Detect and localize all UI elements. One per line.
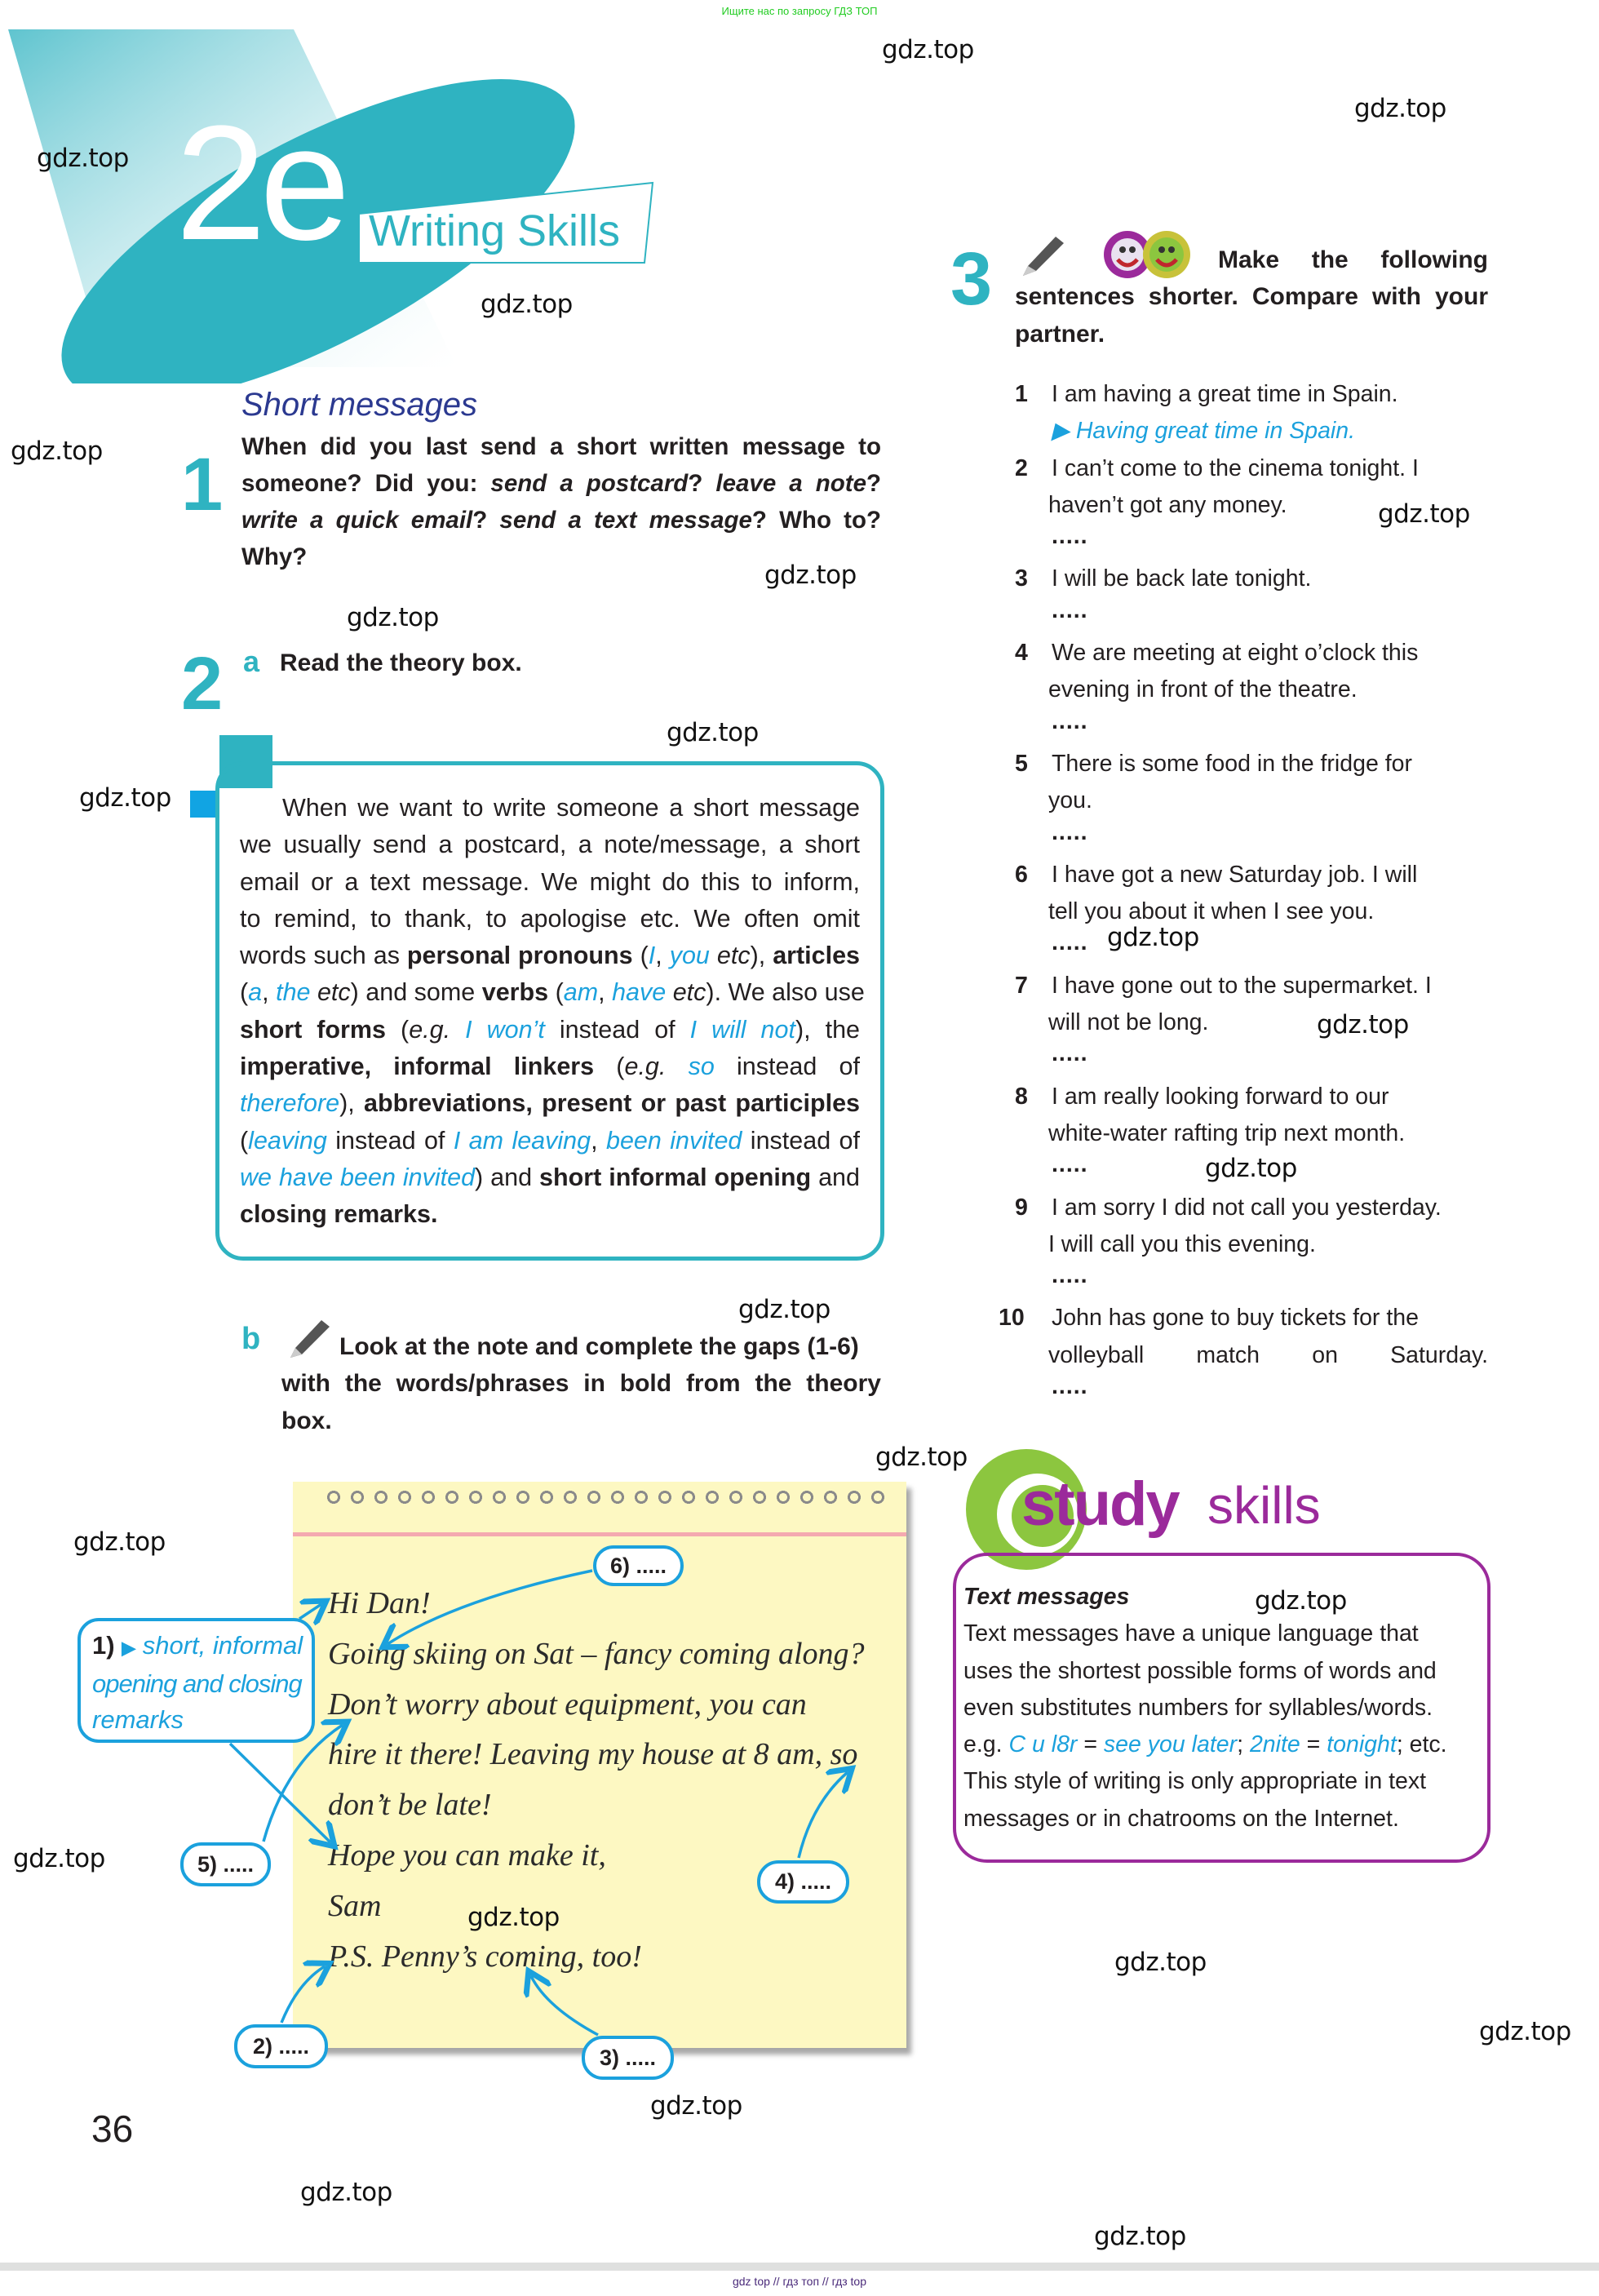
note-line: don’t be late! <box>328 1788 492 1823</box>
item-sentence: I have got a new Saturday job. I will <box>1052 861 1418 888</box>
example-text: you <box>669 942 710 970</box>
note-line: hire it there! Leaving my house at 8 am, so <box>328 1737 858 1772</box>
answer-gap[interactable]: ..... <box>1052 596 1088 623</box>
text-segment: ) and some <box>350 978 482 1007</box>
item-sentence: I can’t come to the cinema tonight. I <box>1052 454 1419 481</box>
callout-1-answer: short, informal <box>142 1631 303 1660</box>
text-segment: messages or in chatrooms on the Internet. <box>963 1805 1399 1832</box>
note-line: Going skiing on Sat – fancy coming along? <box>328 1636 865 1671</box>
text-segment: write a quick email <box>241 507 473 534</box>
watermark: gdz.top <box>37 144 129 173</box>
key-term: abbreviations, present or past participles <box>364 1089 860 1118</box>
key-term: verbs <box>481 978 549 1007</box>
arrow-2 <box>281 1966 325 2023</box>
instruction-line: partner. <box>1015 320 1105 348</box>
answer-gap[interactable]: ..... <box>1052 707 1088 734</box>
text-segment: ), <box>750 942 773 970</box>
text-line <box>963 1763 1447 1800</box>
instruction-line: with the words/phrases in bold from the theory <box>281 1370 881 1398</box>
watermark: gdz.top <box>300 2178 392 2207</box>
example-text: a <box>248 978 263 1007</box>
watermark: gdz.top <box>1479 2017 1571 2046</box>
watermark: gdz.top <box>875 1443 968 1472</box>
example-text: I will not <box>689 1015 795 1044</box>
text-segment: send a text message <box>499 507 752 534</box>
text-segment: , <box>262 978 277 1007</box>
example-text: 2nite <box>1249 1731 1300 1758</box>
text-line <box>963 1801 1447 1837</box>
item-number: 1 <box>1015 381 1028 407</box>
arrow-6 <box>388 1571 592 1644</box>
text-segment: ; <box>1237 1731 1250 1758</box>
example-text: so <box>688 1053 715 1081</box>
example-text: see you later <box>1103 1731 1238 1758</box>
text-segment: instead of <box>714 1053 860 1081</box>
exercise-3-items <box>999 376 1488 1411</box>
text-segment: email or a text message. We might do this to inform, <box>240 867 860 896</box>
text-segment: ), the <box>795 1015 861 1044</box>
exercise-item <box>1015 376 1488 450</box>
item-number: 10 <box>999 1305 1025 1332</box>
answer-arrow-icon: ▶ <box>1052 418 1076 445</box>
watermark: gdz.top <box>79 783 171 813</box>
example-text: the <box>276 978 311 1007</box>
text-segment: e.g. <box>624 1053 689 1081</box>
exercise-3-number: 3 <box>950 237 993 321</box>
watermark: gdz.top <box>1094 2222 1186 2251</box>
key-term: imperative, informal linkers <box>240 1053 595 1081</box>
watermark: gdz.top <box>1114 1948 1207 1977</box>
key-term: short informal opening <box>539 1163 812 1191</box>
exercise-item <box>1015 635 1488 746</box>
exercise-2a-letter: a <box>243 645 260 678</box>
text-segment: leave a note <box>715 470 866 497</box>
text-segment: ( <box>240 1126 249 1155</box>
text-segment: e.g. <box>963 1731 1009 1758</box>
note-line: Hi Dan! <box>328 1586 431 1620</box>
watermark: gdz.top <box>481 290 573 319</box>
arrow-1-closing <box>230 1744 330 1842</box>
item-sentence: There is some food in the fridge for <box>1052 750 1412 777</box>
top-search-hint: Ищите нас по запросу ГДЗ ТОП <box>721 5 878 17</box>
example-answer-text: Having great time in Spain. <box>1075 418 1356 445</box>
item-number: 6 <box>1015 861 1028 888</box>
item-sentence: white-water rafting trip next month. <box>1048 1119 1406 1146</box>
text-segment: = <box>1077 1731 1104 1758</box>
text-segment: ( <box>240 978 249 1007</box>
text-segment: ; etc. <box>1396 1731 1447 1758</box>
text-segment: ( <box>594 1053 625 1081</box>
watermark: gdz.top <box>1378 499 1470 529</box>
watermark: gdz.top <box>1255 1586 1347 1616</box>
item-number: 2 <box>1015 454 1028 481</box>
exercise-3-instruction <box>1015 242 1488 352</box>
example-text: tonight <box>1327 1731 1397 1758</box>
item-sentence: I will be back late tonight. <box>1052 565 1312 592</box>
watermark: gdz.top <box>1354 94 1446 123</box>
watermark: gdz.top <box>1205 1154 1297 1183</box>
text-segment: ). We also use <box>706 978 865 1007</box>
text-segment: ? <box>688 470 716 497</box>
text-segment: , <box>598 978 613 1007</box>
watermark: gdz.top <box>13 1844 105 1873</box>
exercise-item <box>1015 1190 1488 1301</box>
note-line: P.S. Penny’s coming, too! <box>328 1939 642 1974</box>
item-number: 3 <box>1015 565 1028 592</box>
watermark: gdz.top <box>467 1903 560 1932</box>
answer-gap[interactable]: ..... <box>1052 523 1088 550</box>
text-segment: ( <box>548 978 564 1007</box>
item-sentence: I will call you this evening. <box>1048 1230 1316 1257</box>
callout-2[interactable]: 2) ..... <box>234 2024 328 2068</box>
unit-number: 2e <box>175 92 344 274</box>
text-segment: ( <box>632 942 649 970</box>
text-line <box>963 1726 1447 1763</box>
text-segment: etc <box>310 978 351 1007</box>
text-segment: ? <box>472 507 500 534</box>
text-segment: send a postcard <box>490 470 689 497</box>
study-skills-heading: Text messages <box>963 1584 1130 1610</box>
example-text: have <box>612 978 667 1007</box>
example-text: therefore <box>240 1089 340 1118</box>
text-segment: instead of <box>544 1015 690 1044</box>
text-segment: ? Who to? <box>751 507 881 534</box>
instruction-line: Look at the note and complete the gaps (1-6) <box>339 1333 859 1360</box>
item-sentence: I have gone out to the supermarket. I <box>1052 972 1432 999</box>
text-segment: we usually send a postcard, a note/message, a short <box>240 831 860 859</box>
item-number: 9 <box>1015 1194 1028 1221</box>
watermark: gdz.top <box>882 35 974 64</box>
text-segment: etc <box>666 978 706 1007</box>
text-segment: Text messages have a unique language that <box>963 1620 1419 1647</box>
example-text: we have been invited <box>240 1163 476 1191</box>
instruction-line: box. <box>281 1407 332 1434</box>
callout-6[interactable]: 6) ..... <box>593 1545 684 1586</box>
text-line <box>963 1616 1447 1652</box>
text-segment: and <box>811 1163 860 1191</box>
watermark: gdz.top <box>738 1295 831 1324</box>
text-segment: = <box>1300 1731 1327 1758</box>
item-number: 4 <box>1015 640 1028 667</box>
watermark: gdz.top <box>667 718 759 747</box>
key-term: personal pronouns <box>406 942 633 970</box>
answer-gap[interactable]: ..... <box>1052 1151 1088 1178</box>
item-sentence: haven’t got any money. <box>1048 491 1287 518</box>
example-text: I won’t <box>465 1015 545 1044</box>
exercise-2-number: 2 <box>181 642 224 725</box>
callout-3[interactable]: 3) ..... <box>582 2036 674 2080</box>
callout-1-answer: remarks <box>92 1705 184 1734</box>
text-line <box>963 1690 1447 1726</box>
callout-1-label: 1) <box>92 1631 115 1660</box>
watermark: gdz.top <box>11 437 103 466</box>
watermark: gdz.top <box>347 603 439 632</box>
text-segment: etc <box>709 942 751 970</box>
answer-arrow-icon: ▶ <box>122 1638 136 1658</box>
section-title: Short messages <box>241 387 478 423</box>
example-text: C u l8r <box>1008 1731 1078 1758</box>
callout-1-answer: opening and closing <box>92 1669 302 1698</box>
text-segment: e.g. <box>409 1015 466 1044</box>
text-segment: uses the shortest possible forms of words and <box>963 1657 1437 1684</box>
exercise-item <box>1015 746 1488 857</box>
text-line <box>963 1653 1447 1690</box>
example-text: am <box>563 978 599 1007</box>
watermark: gdz.top <box>1107 923 1199 952</box>
text-segment: This style of writing is only appropriate in text <box>963 1768 1427 1795</box>
item-sentence: you. <box>1048 787 1092 814</box>
item-number: 8 <box>1015 1083 1028 1110</box>
text-segment: ), <box>339 1089 365 1118</box>
exercise-2b-letter: b <box>241 1322 261 1356</box>
callout-5[interactable]: 5) ..... <box>180 1842 271 1886</box>
text-segment: , <box>655 942 670 970</box>
text-segment: ? <box>866 470 882 497</box>
exercise-2a-instruction: Read the theory box. <box>280 649 522 676</box>
item-sentence: will not be long. <box>1048 1009 1209 1036</box>
exercise-1-number: 1 <box>181 443 224 526</box>
text-segment: , <box>591 1126 606 1155</box>
item-sentence: I am really looking forward to our <box>1052 1083 1389 1110</box>
answer-gap[interactable]: ..... <box>1052 1262 1088 1289</box>
text-segment: to remind, to thank, to apologise etc. We often omit <box>240 904 860 933</box>
note-line: Sam <box>328 1888 382 1923</box>
text-segment: words such as <box>240 942 407 970</box>
example-answer <box>1052 413 1488 450</box>
watermark: gdz.top <box>73 1527 166 1557</box>
key-term: closing remarks. <box>240 1200 438 1229</box>
study-skills-title-bold: study <box>1021 1469 1179 1539</box>
callout-4[interactable]: 4) ..... <box>757 1860 849 1904</box>
key-term: articles <box>773 942 861 970</box>
item-sentence: We are meeting at eight o’clock this <box>1052 640 1419 667</box>
text-segment: When we want to write someone a short message <box>282 794 860 822</box>
exercise-item <box>1015 857 1488 968</box>
text-segment: someone? Did you: <box>241 470 491 497</box>
study-skills-body <box>963 1616 1447 1837</box>
arrow-1-opening <box>299 1604 321 1619</box>
item-sentence: John has gone to buy tickets for the <box>1052 1305 1419 1332</box>
text-segment: ( <box>386 1015 410 1044</box>
answer-gap[interactable]: ..... <box>1052 1040 1088 1067</box>
text-segment: Why? <box>241 543 308 570</box>
study-skills-title-light: skills <box>1207 1476 1321 1535</box>
arrow-4 <box>799 1772 848 1858</box>
item-sentence: evening in front of the theatre. <box>1048 676 1358 703</box>
note-line: Don’t worry about equipment, you can <box>328 1687 807 1722</box>
watermark: gdz.top <box>764 561 857 590</box>
callout-1 <box>78 1618 315 1743</box>
item-number: 7 <box>1015 972 1028 999</box>
exercise-item <box>1015 561 1488 635</box>
text-segment: ) and <box>475 1163 540 1191</box>
example-text: I <box>648 942 656 970</box>
page-number: 36 <box>91 2108 134 2150</box>
example-text: been invited <box>605 1126 742 1155</box>
answer-gap[interactable]: ..... <box>1052 929 1088 956</box>
footer-divider <box>0 2263 1599 2271</box>
instruction-line: sentences shorter. Compare with your <box>1015 283 1488 311</box>
text-segment: instead of <box>326 1126 454 1155</box>
unit-title: Writing Skills <box>369 206 621 255</box>
item-number: 5 <box>1015 750 1028 777</box>
watermark: gdz.top <box>1317 1010 1409 1039</box>
text-segment: When did you last send a short written message to <box>241 433 881 460</box>
answer-gap[interactable]: ..... <box>1052 818 1088 845</box>
example-text: I am leaving <box>453 1126 591 1155</box>
example-text: leaving <box>248 1126 327 1155</box>
text-segment: instead of <box>742 1126 860 1155</box>
study-skills-text <box>963 1579 1447 1837</box>
item-sentence: I am having a great time in Spain. <box>1052 381 1398 407</box>
item-sentence: I am sorry I did not call you yesterday. <box>1052 1194 1442 1221</box>
item-sentence: volleyball match on Saturday. <box>1048 1341 1488 1368</box>
watermark: gdz.top <box>650 2091 742 2121</box>
exercise-item <box>999 1300 1488 1411</box>
footer-text: gdz top // гдз топ // гдз top <box>732 2275 867 2288</box>
key-term: short forms <box>240 1015 387 1044</box>
exercise-item <box>1015 968 1488 1079</box>
answer-gap[interactable]: ..... <box>1052 1373 1088 1400</box>
arrow-3 <box>531 1976 598 2035</box>
instruction-line: Make the following <box>1218 246 1488 273</box>
note-line: Hope you can make it, <box>328 1837 606 1873</box>
item-sentence: tell you about it when I see you. <box>1048 898 1375 925</box>
text-segment: even substitutes numbers for syllables/words. <box>963 1694 1433 1721</box>
